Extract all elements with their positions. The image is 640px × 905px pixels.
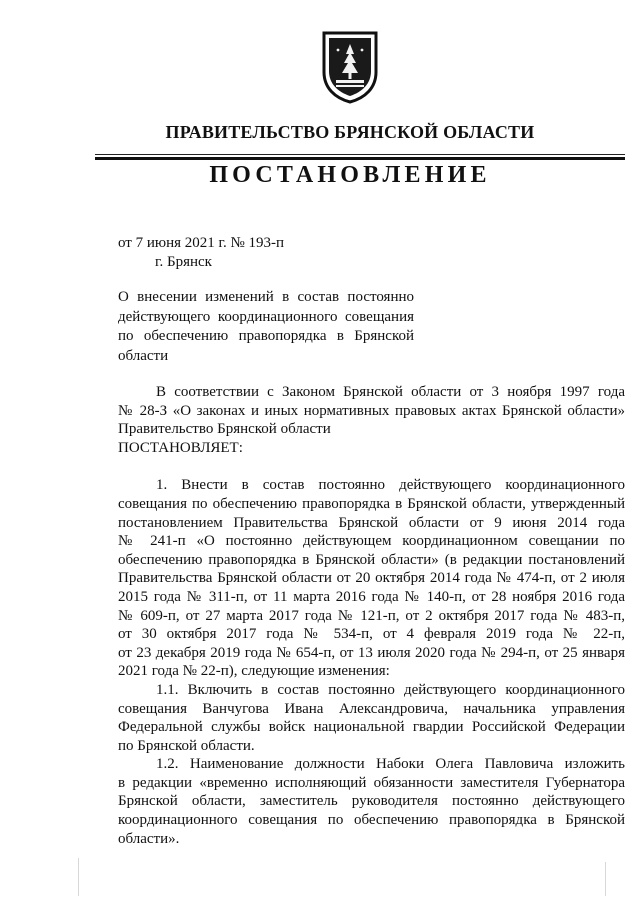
item1-line: обеспечению правопорядка в Брянской области» (в редакции постановлений	[118, 551, 625, 568]
subject-line: действующего координационного совещания	[118, 308, 414, 325]
document-type-title: ПОСТАНОВЛЕНИЕ	[209, 162, 491, 188]
preamble-line: Правительство Брянской области	[118, 421, 331, 438]
item1-1-line: 1.1. Включить в состав постоянно действующего координационного	[156, 681, 625, 698]
item1-line: № 609-п, от 27 марта 2017 года № 121-п, от 2 октября 2017 года № 483-п,	[118, 607, 625, 624]
preamble-line: № 28-З «О законах и иных нормативных правовых актах Брянской области»	[118, 402, 625, 419]
item1-line: совещания по обеспечению правопорядка в Брянской области, утвержденный	[118, 495, 625, 512]
item1-2-line: в редакции «временно исполняющий обязанности заместителя Губернатора	[118, 774, 625, 791]
city: г. Брянск	[155, 254, 212, 270]
item1-line: от 30 октября 2017 года № 534-п, от 4 февраля 2019 года № 22-п,	[118, 626, 625, 643]
item1-2-line: координационного совещания по обеспечению правопорядка в Брянской	[118, 812, 625, 829]
header-divider-thin	[95, 154, 625, 155]
subject-line: О внесении изменений в состав постоянно	[118, 289, 414, 305]
item1-1-line: совещания Ванчугова Ивана Александровича, начальника управления	[118, 700, 625, 717]
date-and-number: от 7 июня 2021 г. № 193-п	[118, 235, 285, 251]
item1-2-line: области».	[118, 830, 180, 847]
item1-line: 1. Внести в состав постоянно действующего координационного	[156, 477, 625, 494]
item1-line: № 241-п «О постоянно действующем координационном совещании по	[118, 533, 625, 550]
scan-artifact	[78, 858, 79, 896]
resolves-keyword: ПОСТАНОВЛЯЕТ:	[118, 439, 243, 456]
item1-1-line: Федеральной службы войск национальной гвардии Российской Федерации	[118, 719, 625, 736]
subject-line: по обеспечению правопорядка в Брянской	[118, 328, 414, 344]
scan-artifact	[605, 862, 606, 896]
document-subject	[118, 288, 414, 366]
document-meta	[118, 234, 284, 272]
organization-title: ПРАВИТЕЛЬСТВО БРЯНСКОЙ ОБЛАСТИ	[165, 122, 535, 142]
item1-1-line: по Брянской области.	[118, 737, 255, 754]
item1-2-line: 1.2. Наименование должности Набоки Олега Павловича изложить	[156, 756, 625, 773]
item1-2-line: Брянской области, заместитель руководителя постоянно действующего	[118, 793, 625, 810]
item1-line: 2021 года № 22-п), следующие изменения:	[118, 663, 390, 680]
item1-line: постановлением Правительства Брянской области от 9 июня 2014 года	[118, 514, 625, 531]
item1-line: Правительства Брянской области от 20 октября 2014 года № 474-п, от 2 июля	[118, 570, 625, 587]
document-body	[118, 383, 625, 848]
item1-line: от 23 декабря 2019 года № 654-п, от 13 июля 2020 года № 294-п, от 25 января	[118, 644, 625, 661]
subject-line: области	[118, 347, 169, 364]
header-divider-thick	[95, 157, 625, 160]
item1-line: 2015 года № 311-п, от 11 марта 2016 года № 140-п, от 28 ноября 2016 года	[118, 588, 625, 605]
preamble-line: В соответствии с Законом Брянской области от 3 ноября 1997 года	[156, 384, 625, 400]
coat-of-arms-icon	[321, 30, 379, 104]
